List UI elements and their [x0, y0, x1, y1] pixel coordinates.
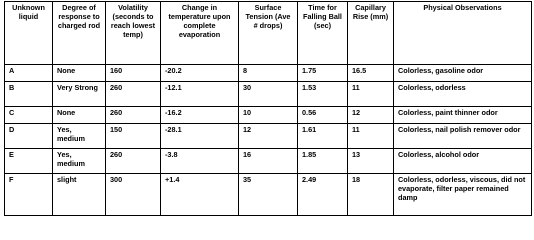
header-physical-observations: Physical Observations: [394, 2, 532, 65]
cell-temp-change: +1.4: [161, 174, 239, 216]
cell-observations: Colorless, odorless, viscous, did not evaporate, filter paper remained damp: [394, 174, 532, 216]
cell-falling-ball: 1.61: [298, 124, 348, 149]
table-header-row: [5, 2, 532, 65]
cell-capillary-rise: 18: [348, 174, 394, 216]
cell-liquid: F: [5, 174, 53, 216]
cell-surface-tension: 16: [239, 149, 298, 174]
cell-surface-tension: 30: [239, 82, 298, 107]
cell-capillary-rise: 11: [348, 124, 394, 149]
header-degree-of-response: Degree of response to charged rod: [53, 2, 106, 65]
cell-response: Very Strong: [53, 82, 106, 107]
cell-observations: Colorless, odorless: [394, 82, 532, 107]
table-row: [5, 124, 532, 149]
cell-capillary-rise: 12: [348, 107, 394, 124]
table-row: [5, 65, 532, 82]
header-volatility: Volatility (seconds to reach lowest temp): [106, 2, 161, 65]
cell-observations: Colorless, alcohol odor: [394, 149, 532, 174]
header-capillary-rise: Capillary Rise (mm): [348, 2, 394, 65]
header-change-in-temperature: Change in temperature upon complete evaporation: [161, 2, 239, 65]
table-row: [5, 174, 532, 216]
cell-capillary-rise: 16.5: [348, 65, 394, 82]
cell-surface-tension: 10: [239, 107, 298, 124]
cell-observations: Colorless, paint thinner odor: [394, 107, 532, 124]
cell-response: Yes, medium: [53, 149, 106, 174]
unknown-liquids-table: [4, 1, 532, 216]
cell-response: slight: [53, 174, 106, 216]
cell-liquid: B: [5, 82, 53, 107]
cell-falling-ball: 2.49: [298, 174, 348, 216]
cell-capillary-rise: 11: [348, 82, 394, 107]
cell-liquid: E: [5, 149, 53, 174]
cell-surface-tension: 35: [239, 174, 298, 216]
header-time-for-falling-ball: Time for Falling Ball (sec): [298, 2, 348, 65]
cell-falling-ball: 1.75: [298, 65, 348, 82]
cell-liquid: D: [5, 124, 53, 149]
cell-response: None: [53, 65, 106, 82]
cell-volatility: 260: [106, 107, 161, 124]
cell-observations: Colorless, gasoline odor: [394, 65, 532, 82]
header-unknown-liquid: Unknown liquid: [5, 2, 53, 65]
cell-liquid: C: [5, 107, 53, 124]
cell-response: None: [53, 107, 106, 124]
cell-temp-change: -12.1: [161, 82, 239, 107]
cell-falling-ball: 0.56: [298, 107, 348, 124]
cell-temp-change: -20.2: [161, 65, 239, 82]
cell-observations: Colorless, nail polish remover odor: [394, 124, 532, 149]
cell-capillary-rise: 13: [348, 149, 394, 174]
header-surface-tension: Surface Tension (Ave # drops): [239, 2, 298, 65]
cell-temp-change: -16.2: [161, 107, 239, 124]
cell-falling-ball: 1.85: [298, 149, 348, 174]
cell-surface-tension: 12: [239, 124, 298, 149]
cell-liquid: A: [5, 65, 53, 82]
table-row: [5, 149, 532, 174]
cell-temp-change: -28.1: [161, 124, 239, 149]
cell-falling-ball: 1.53: [298, 82, 348, 107]
cell-surface-tension: 8: [239, 65, 298, 82]
cell-volatility: 150: [106, 124, 161, 149]
cell-volatility: 300: [106, 174, 161, 216]
cell-response: Yes, medium: [53, 124, 106, 149]
table-row: [5, 82, 532, 107]
cell-temp-change: -3.8: [161, 149, 239, 174]
cell-volatility: 260: [106, 82, 161, 107]
cell-volatility: 160: [106, 65, 161, 82]
cell-volatility: 260: [106, 149, 161, 174]
table-row: [5, 107, 532, 124]
